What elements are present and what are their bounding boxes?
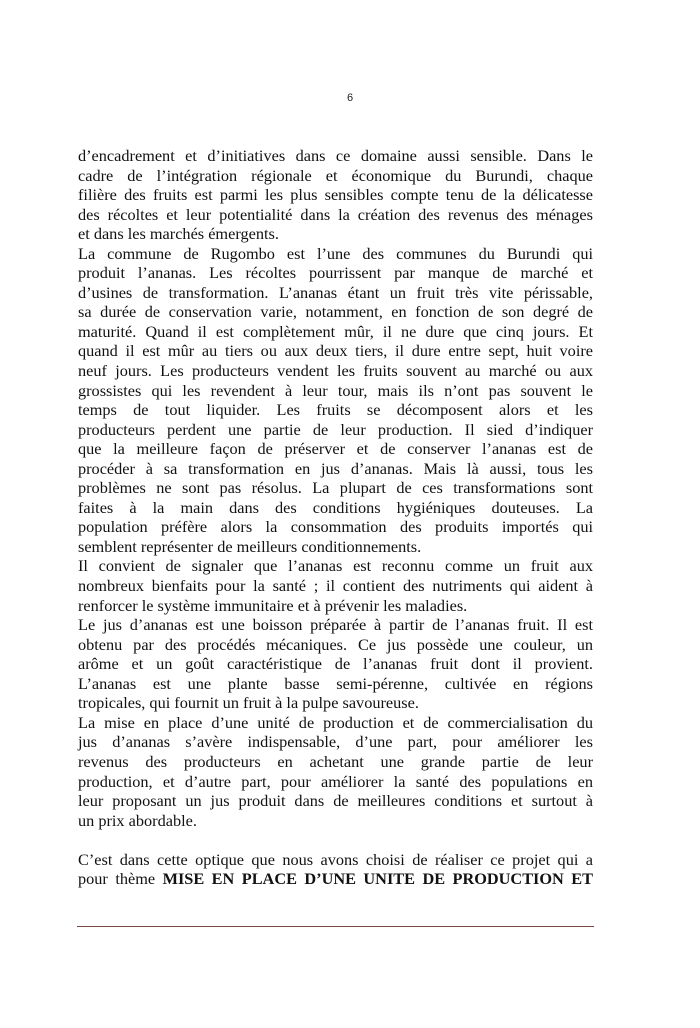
text-line: renforcer le système immunitaire et à prévenir les maladies. [78,595,468,615]
text-line: producteurs perdent une partie de leur production. Il sied d’indiquer [78,419,593,439]
text-line: faites à la main dans des conditions hygiéniques douteuses. La [78,497,593,517]
text-line: filière des fruits est parmi les plus sensibles compte tenu de la délicatesse [78,185,593,205]
text-line: maturité. Quand il est complètement mûr, il ne dure que cinq jours. Et [78,321,593,341]
footer-rule [77,926,594,927]
text-line: population préfère alors la consommation des produits importés qui [78,517,593,537]
text-line: quand il est mûr au tiers ou aux deux tiers, il dure entre sept, huit voire [78,341,593,361]
text-line: procéder à sa transformation en jus d’ananas. Mais là aussi, tous les [78,458,593,478]
paragraph [78,244,593,557]
project-title-bold: MISE EN PLACE D’UNE UNITE DE PRODUCTION ET [162,869,593,889]
text-line: La commune de Rugombo est l’une des communes du Burundi qui [78,243,593,263]
text-line: leur proposant un jus produit dans de meilleures conditions et surtout à [78,791,593,811]
text-line: C’est dans cette optique que nous avons choisi de réaliser ce projet qui a [78,849,593,869]
text-line: La mise en place d’une unité de production et de commercialisation du [78,712,593,732]
page-number: 6 [346,92,354,104]
text-line: d’encadrement et d’initiatives dans ce domaine aussi sensible. Dans le [78,146,593,165]
text-line: un prix abordable. [78,810,197,830]
text-line: jus d’ananas s’avère indispensable, d’une part, pour améliorer les [78,732,593,752]
paragraph [78,713,593,830]
text-line: neuf jours. Les producteurs vendent les fruits souvent au marché ou aux [78,361,593,381]
text-line: production, et d’autre part, pour améliorer la santé des populations en [78,771,593,791]
text-line: Il convient de signaler que l’ananas est reconnu comme un fruit aux [78,556,593,576]
text-line: sa durée de conservation varie, notamment, en fonction de son degré de [78,302,593,322]
text-line: Le jus d’ananas est une boisson préparée à partir de l’ananas fruit. Il est [78,615,593,635]
text-line: tropicales, qui fournit un fruit à la pulpe savoureuse. [78,693,419,713]
text-line: temps de tout liquider. Les fruits se décomposent alors et les [78,400,593,420]
closing-paragraph [78,850,593,889]
text-run: pour thème [78,869,163,889]
text-line: arôme et un goût caractéristique de l’ananas fruit dont il provient. [78,654,593,674]
blank-line [78,830,593,850]
paragraph [78,146,593,244]
text-line: revenus des producteurs en achetant une grande partie de leur [78,751,593,771]
text-line: produit l’ananas. Les récoltes pourrissent par manque de marché et [78,263,593,283]
text-line: L’ananas est une plante basse semi-pérenne, cultivée en régions [78,673,593,693]
text-line: grossistes qui les revendent à leur tour, mais ils n’ont pas souvent le [78,380,593,400]
text-line: d’usines de transformation. L’ananas étant un fruit très vite périssable, [78,282,593,302]
paragraph [78,556,593,615]
paragraph [78,615,593,713]
text-line: semblent représenter de meilleurs conditionnements. [78,536,422,556]
document-body [78,146,593,889]
text-line [78,869,593,889]
text-line: des récoltes et leur potentialité dans la création des revenus des ménages [78,204,593,224]
text-line: problèmes ne sont pas résolus. La plupart de ces transformations sont [78,478,593,498]
text-line: que la meilleure façon de préserver et de conserver l’ananas est de [78,439,593,459]
text-line: nombreux bienfaits pour la santé ; il contient des nutriments qui aident à [78,576,593,596]
text-line: cadre de l’intégration régionale et économique du Burundi, chaque [78,165,593,185]
text-line: obtenu par des procédés mécaniques. Ce jus possède une couleur, un [78,634,593,654]
text-line: et dans les marchés émergents. [78,224,279,244]
